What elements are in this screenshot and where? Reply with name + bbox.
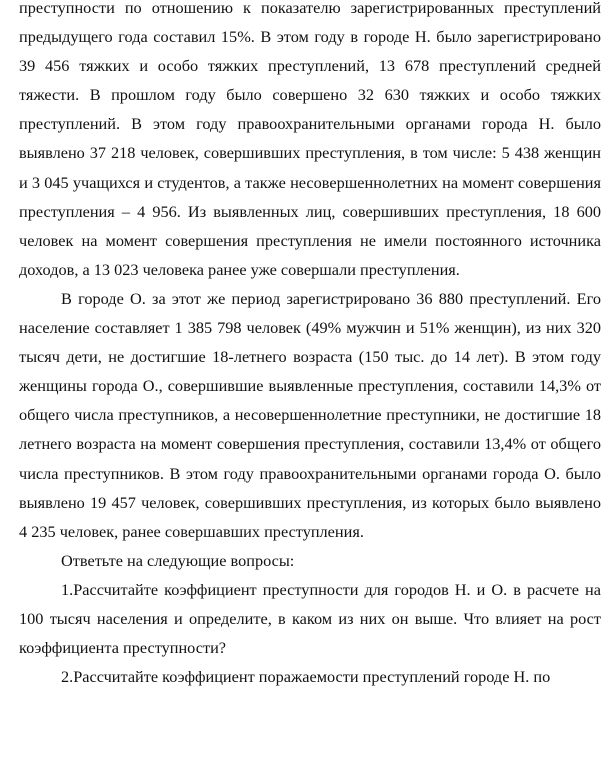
question-2: 2.Рассчитайте коэффициент поражаемости преступлений городе Н. по	[61, 667, 551, 687]
question-1: 1.Рассчитайте коэффициент преступности для городов Н. и О. в расчете на 100 тысяч населения и определите, в каком из них он выше. Что влияет на рост коэффициента преступности?	[19, 579, 601, 658]
document-page	[19, 0, 601, 691]
paragraph-city-n-statistics: преступности по отношению к показателю зарегистрированных преступлений предыдущего года составил 15%. В этом году в городе Н. было зарегистрировано 39 456 тяжких и особо тяжких преступлений, 13 678 преступлений средней тяжести. В прошлом году было совершено 32 630 тяжких и особо тяжких преступлений. В этом году правоохранительными органами города Н. было выявлено 37 218 человек, совершивших преступления, в том числе: 5 438 женщин и 3 045 учащихся и студентов, а также несовершеннолетних на момент совершения преступления – 4 956. Из выявленных лиц, совершивших преступления, 18 600 человек на момент совершения преступления не имели постоянного источника доходов, а 13 023 человека ранее уже совершали преступления.	[19, 0, 601, 279]
questions-heading: Ответьте на следующие вопросы:	[61, 550, 295, 570]
paragraph-city-o-statistics: В городе О. за этот же период зарегистрировано 36 880 преступлений. Его население составляет 1 385 798 человек (49% мужчин и 51% женщин), из них 320 тысяч дети, не достигшие 18-летнего возраста (150 тыс. до 14 лет). В этом году женщины города О., совершившие выявленные преступления, составили 14,3% от общего числа преступников, а несовершеннолетние преступники, не достигшие 18 летнего возраста на момент совершения преступления, составили 13,4% от общего числа преступников. В этом году правоохранительными органами города О. было выявлено 19 457 человек, совершивших преступления, из которых было выявлено 4 235 человек, ранее совершавших преступления.	[19, 288, 601, 541]
